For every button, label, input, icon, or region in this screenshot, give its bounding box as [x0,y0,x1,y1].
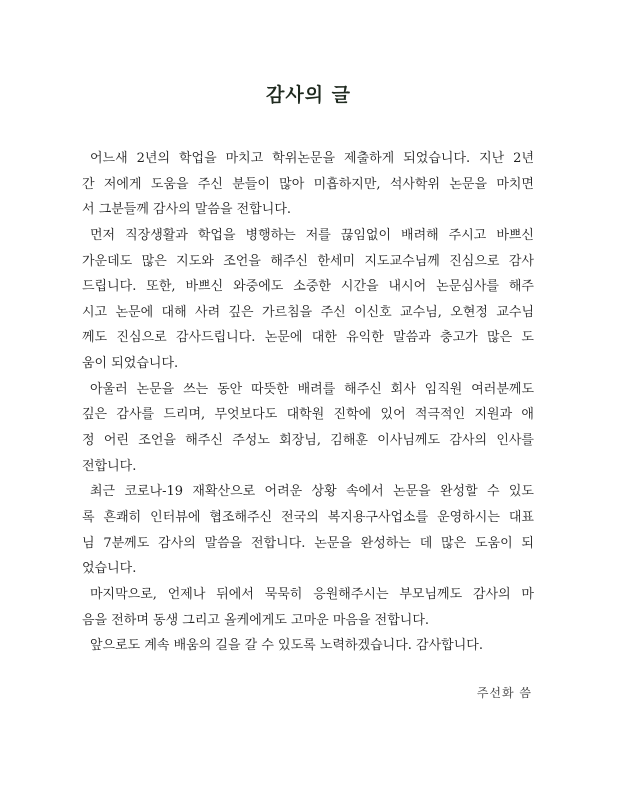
page-title: 감사의 글 [265,84,352,106]
paragraph-1-line-1: 어느새 2년의 학업을 마치고 학위논문을 제출하게 되었습니다. 지난 2년 [90,151,534,166]
paragraph-2-line-3: 드립니다. 또한, 바쁘신 와중에도 소중한 시간을 내시어 논문심사를 해주 [82,279,534,295]
paragraph-6-line-1: 앞으로도 계속 배움의 길을 갈 수 있도록 노력하겠습니다. 감사합니다. [90,638,483,654]
paragraph-1-line-2: 간 저에게 도움을 주신 분들이 많아 미흡하지만, 석사학위 논문을 마치면 [82,176,534,192]
paragraph-3-line-3: 정 어린 조언을 해주신 주성노 회장님, 김해훈 이사님께도 감사의 인사를 [82,433,534,449]
paragraph-4-line-1: 최근 코로나-19 재확산으로 어려운 상황 속에서 논문을 완성할 수 있도 [90,484,534,500]
author-signature: 주선화 씀 [476,686,532,700]
paragraph-3-line-1: 아울러 논문을 쓰는 동안 따뜻한 배려를 해주신 회사 임직원 여러분께도 [90,381,534,397]
paragraph-3-line-2: 깊은 감사를 드리며, 무엇보다도 대학원 진학에 있어 적극적인 지원과 애 [82,407,534,423]
paragraph-5-line-1: 마지막으로, 언제나 뒤에서 묵묵히 응원해주시는 부모님께도 감사의 마 [90,586,534,602]
paragraph-2-line-6: 움이 되었습니다. [82,356,179,372]
paragraph-2-line-4: 시고 논문에 대해 사려 깊은 가르침을 주신 이신호 교수님, 오현정 교수님 [82,304,534,320]
paragraph-3-line-4: 전합니다. [82,458,137,474]
paragraph-5-line-2: 음을 전하며 동생 그리고 올케에게도 고마운 마음을 전합니다. [82,612,430,628]
acknowledgment-body [82,146,534,659]
paragraph-1-line-3: 서 그분들께 감사의 말씀을 전합니다. [82,202,292,218]
paragraph-4-line-3: 님 7분께도 감사의 말씀을 전합니다. 논문을 완성하는 데 많은 도움이 되 [82,535,534,551]
paragraph-2-line-1: 먼저 직장생활과 학업을 병행하는 저를 끊임없이 배려해 주시고 바쁘신 [90,227,534,243]
paragraph-4-line-2: 록 흔쾌히 인터뷰에 협조해주신 전국의 복지용구사업소를 운영하시는 대표 [82,509,534,525]
paragraph-2-line-5: 께도 진심으로 감사드립니다. 논문에 대한 유익한 말씀과 충고가 많은 도 [82,330,534,346]
paragraph-2-line-2: 가운데도 많은 지도와 조언을 해주신 한세미 지도교수님께 진심으로 감사 [82,253,534,269]
paragraph-4-line-4: 었습니다. [82,561,137,577]
